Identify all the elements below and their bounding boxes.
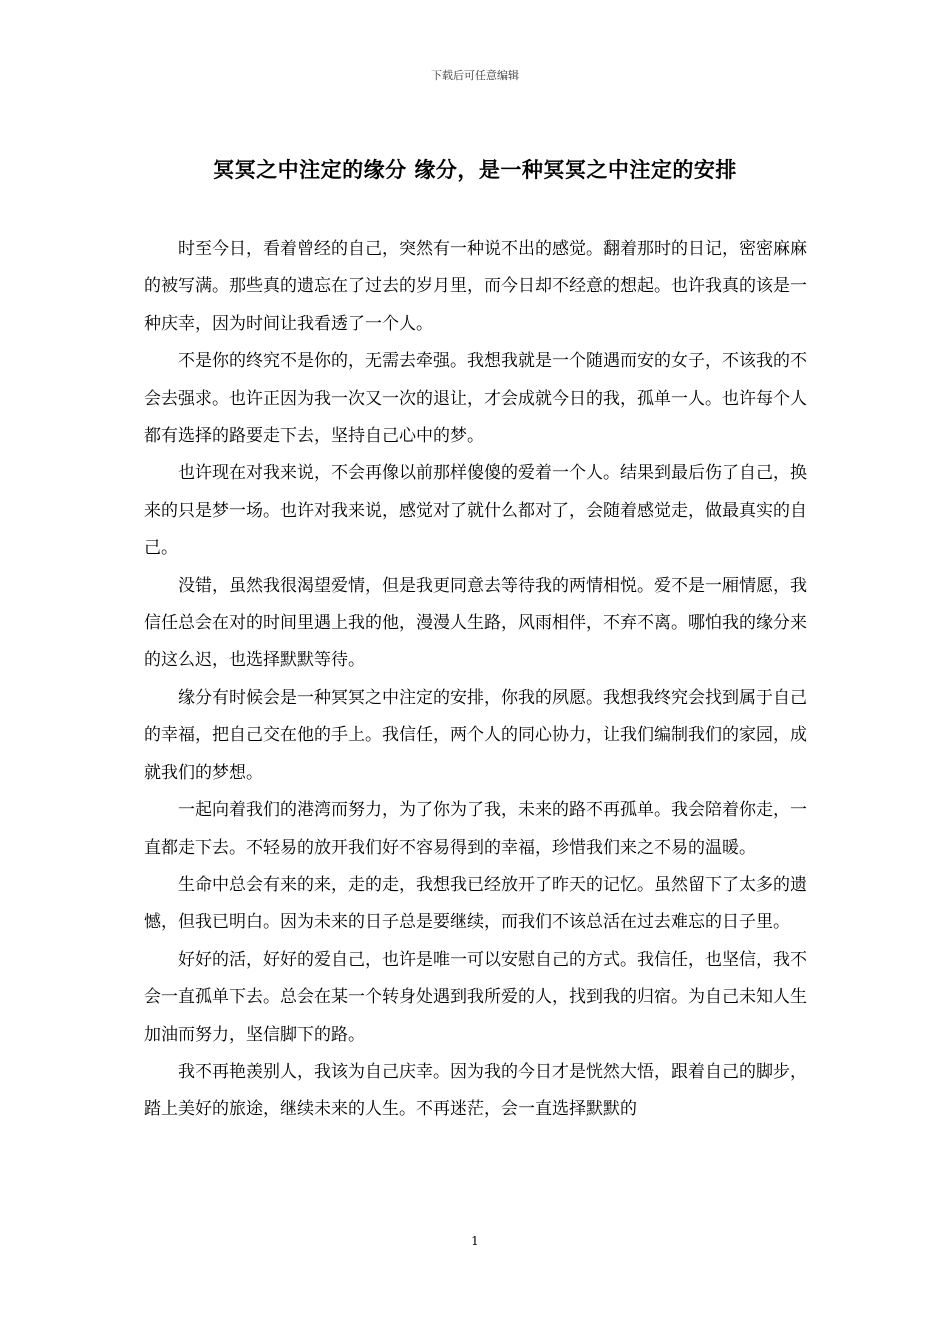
body-paragraph: 缘分有时候会是一种冥冥之中注定的安排，你我的夙愿。我想我终究会找到属于自己的幸福，把自己交在他的手上。我信任，两个人的同心协力，让我们编制我们的家园，成就我们的梦想。	[144, 687, 807, 783]
body-paragraph: 不是你的终究不是你的，无需去牵强。我想我就是一个随遇而安的女子，不该我的不会去强求。也许正因为我一次又一次的退让，才会成就今日的我，孤单一人。也许每个人都有选择的路要走下去，坚持自己心中的梦。	[144, 351, 807, 447]
header-note: 下载后可任意编辑	[431, 69, 519, 82]
body-paragraph: 也许现在对我来说，不会再像以前那样傻傻的爱着一个人。结果到最后伤了自己，换来的只是梦一场。也许对我来说，感觉对了就什么都对了，会随着感觉走，做最真实的自己。	[144, 463, 807, 559]
body-paragraph: 时至今日，看着曾经的自己，突然有一种说不出的感觉。翻着那时的日记，密密麻麻的被写满。那些真的遗忘在了过去的岁月里，而今日却不经意的想起。也许我真的该是一种庆幸，因为时间让我看透了一个人。	[144, 239, 807, 334]
body-paragraph: 没错，虽然我很渴望爱情，但是我更同意去等待我的两情相悦。爱不是一厢情愿，我信任总会在对的时间里遇上我的他，漫漫人生路，风雨相伴，不弃不离。哪怕我的缘分来的这么迟，也选择默默等待。	[144, 575, 807, 671]
page-number: 1	[471, 1234, 479, 1248]
body-paragraph: 好好的活，好好的爱自己，也许是唯一可以安慰自己的方式。我信任，也坚信，我不会一直孤单下去。总会在某一个转身处遇到我所爱的人，找到我的归宿。为自己未知人生加油而努力，坚信脚下的路。	[144, 949, 807, 1045]
document-title: 冥冥之中注定的缘分 缘分，是一种冥冥之中注定的安排	[213, 158, 737, 182]
body-paragraph: 生命中总会有来的来，走的走，我想我已经放开了昨天的记忆。虽然留下了太多的遗憾，但我已明白。因为未来的日子总是要继续，而我们不该总活在过去难忘的日子里。	[144, 874, 807, 933]
document-body	[144, 231, 807, 1129]
body-paragraph: 我不再艳羡别人，我该为自己庆幸。因为我的今日才是恍然大悟，跟着自己的脚步，踏上美好的旅途，继续未来的人生。不再迷茫，会一直选择默默的	[144, 1061, 807, 1120]
body-paragraph: 一起向着我们的港湾而努力，为了你为了我，未来的路不再孤单。我会陪着你走，一直都走下去。不轻易的放开我们好不容易得到的幸福，珍惜我们来之不易的温暖。	[144, 800, 807, 858]
